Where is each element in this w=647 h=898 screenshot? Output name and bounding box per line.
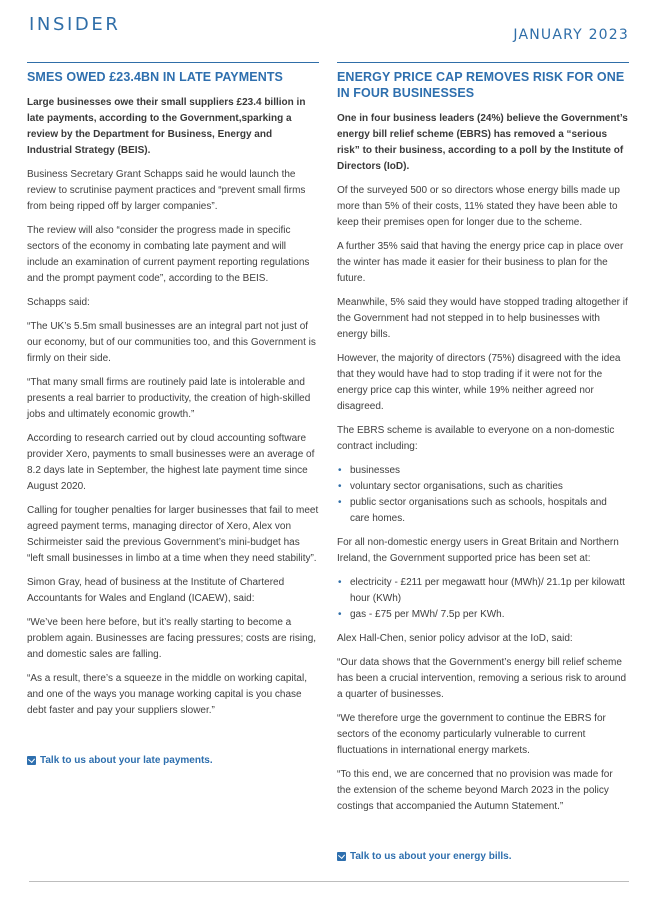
paragraph: Schapps said:	[27, 297, 90, 308]
list-item: • businesses	[337, 463, 629, 479]
bullet-icon: •	[338, 497, 342, 508]
paragraph: “We’ve been here before, but it’s really starting to become a problem again. Businesses are facing pressures; costs are rising, and domestic sales are falling.	[27, 617, 317, 660]
article-energy-price-cap	[337, 62, 629, 862]
bullet-icon: •	[338, 481, 342, 492]
paragraph: “To this end, we are concerned that no provision was made for the extension of the scheme beyond March 2023 in the policy costings that accompanied the Autumn Statement.”	[337, 769, 613, 812]
energy-bills-link-label: Talk to us about your energy bills.	[350, 851, 512, 862]
article-late-payments	[27, 62, 319, 766]
footer-divider	[29, 881, 629, 882]
paragraph: Of the surveyed 500 or so directors whose energy bills made up more than 5% of their costs, 11% stated they have been able to keep their premises open for longer due to the scheme.	[337, 185, 620, 228]
bullet-icon: •	[338, 577, 342, 588]
paragraph: “We therefore urge the government to continue the EBRS for sectors of the economy particularly vulnerable to current fluctuations in international energy markets.	[337, 713, 606, 756]
list-item: • voluntary sector organisations, such as charities	[337, 479, 629, 495]
paragraph: However, the majority of directors (75%) disagreed with the idea that they would have had to stop trading if it were not for the energy price cap this winter, while 19% neither agreed nor disagreed.	[337, 353, 621, 412]
paragraph: A further 35% said that having the energy price cap in place over the winter has made it easier for their business to plan for the future.	[337, 241, 624, 284]
arrow-box-icon	[337, 852, 346, 861]
paragraph: The EBRS scheme is available to everyone on a non-domestic contract including:	[337, 425, 615, 452]
late-payments-link-label: Talk to us about your late payments.	[40, 755, 213, 766]
issue-date: JANUARY 2023	[513, 27, 629, 43]
paragraph: For all non-domestic energy users in Great Britain and Northern Ireland, the Government supported price has been set at:	[337, 537, 619, 564]
paragraph: Meanwhile, 5% said they would have stopped trading altogether if the Government had not stepped in to help businesses with energy bills.	[337, 297, 628, 340]
paragraph: “The UK’s 5.5m small businesses are an integral part not just of our economy, but of our communities too, and this Government is firmly on their side.	[27, 321, 316, 364]
paragraph: Alex Hall-Chen, senior policy advisor at the IoD, said:	[337, 633, 573, 644]
paragraph: Simon Gray, head of business at the Institute of Chartered Accountants for Wales and England (ICAEW), said:	[27, 577, 285, 604]
paragraph: According to research carried out by cloud accounting software provider Xero, payments to small businesses were an average of 8.2 days late in September, the highest late payment time since August 2020.	[27, 433, 315, 492]
late-payments-link[interactable]	[27, 755, 319, 766]
paragraph: Calling for tougher penalties for larger businesses that fail to meet agreed payment terms, managing director of Xero, Alex von Schirmeister said the previous Government’s mini-budget has “left small businesses in limbo at a time when they need stability”.	[27, 505, 319, 564]
paragraph: “As a result, there’s a squeeze in the middle on working capital, and one of the ways you manage working capital is you chase debt faster and pay your suppliers slower.”	[27, 673, 307, 716]
paragraph: “That many small firms are routinely paid late is intolerable and presents a real barrier to productivity, the creation of high-skilled jobs and ultimately economic growth.”	[27, 377, 311, 420]
bullet-icon: •	[338, 609, 342, 620]
article-lead: One in four business leaders (24%) believe the Government’s energy bill relief scheme (EBRS) has removed a “serious risk” to their business, according to a poll by the Institute of Directors (IoD).	[337, 113, 628, 172]
list-item: • gas - £75 per MWh/ 7.5p per KWh.	[337, 607, 629, 623]
article-heading: ENERGY PRICE CAP REMOVES RISK FOR ONE IN FOUR BUSINESSES	[337, 70, 625, 100]
list-item: • electricity - £211 per megawatt hour (MWh)/ 21.1p per kilowatt hour (KWh)	[338, 577, 625, 604]
article-lead: Large businesses owe their small suppliers £23.4 billion in late payments, according to the Government,sparking a review by the Department for Business, Energy and Industrial Strategy (BEIS).	[27, 97, 306, 156]
energy-bills-link[interactable]	[337, 851, 629, 862]
paragraph: The review will also “consider the progress made in specific sectors of the economy in combating late payment and will include an examination of current payment reporting regulations and the prompt payment code”, according to the BEIS.	[27, 225, 310, 284]
arrow-box-icon	[27, 756, 36, 765]
bullet-icon: •	[338, 465, 342, 476]
column-divider	[337, 62, 629, 63]
paragraph: Business Secretary Grant Schapps said he would launch the review to scrutinise payment practices and “prevent small firms from being ripped off by larger companies”.	[27, 169, 306, 212]
eligible-organisations-list	[337, 463, 629, 527]
article-heading: SMES OWED £23.4BN IN LATE PAYMENTS	[27, 70, 283, 84]
paragraph: “Our data shows that the Government’s energy bill relief scheme has been a crucial intervention, removing a serious risk to around a quarter of businesses.	[337, 657, 627, 700]
list-item: • public sector organisations such as schools, hospitals and care homes.	[338, 497, 607, 524]
column-divider	[27, 62, 319, 63]
price-list	[337, 575, 629, 623]
publication-title: INSIDER	[29, 14, 121, 35]
